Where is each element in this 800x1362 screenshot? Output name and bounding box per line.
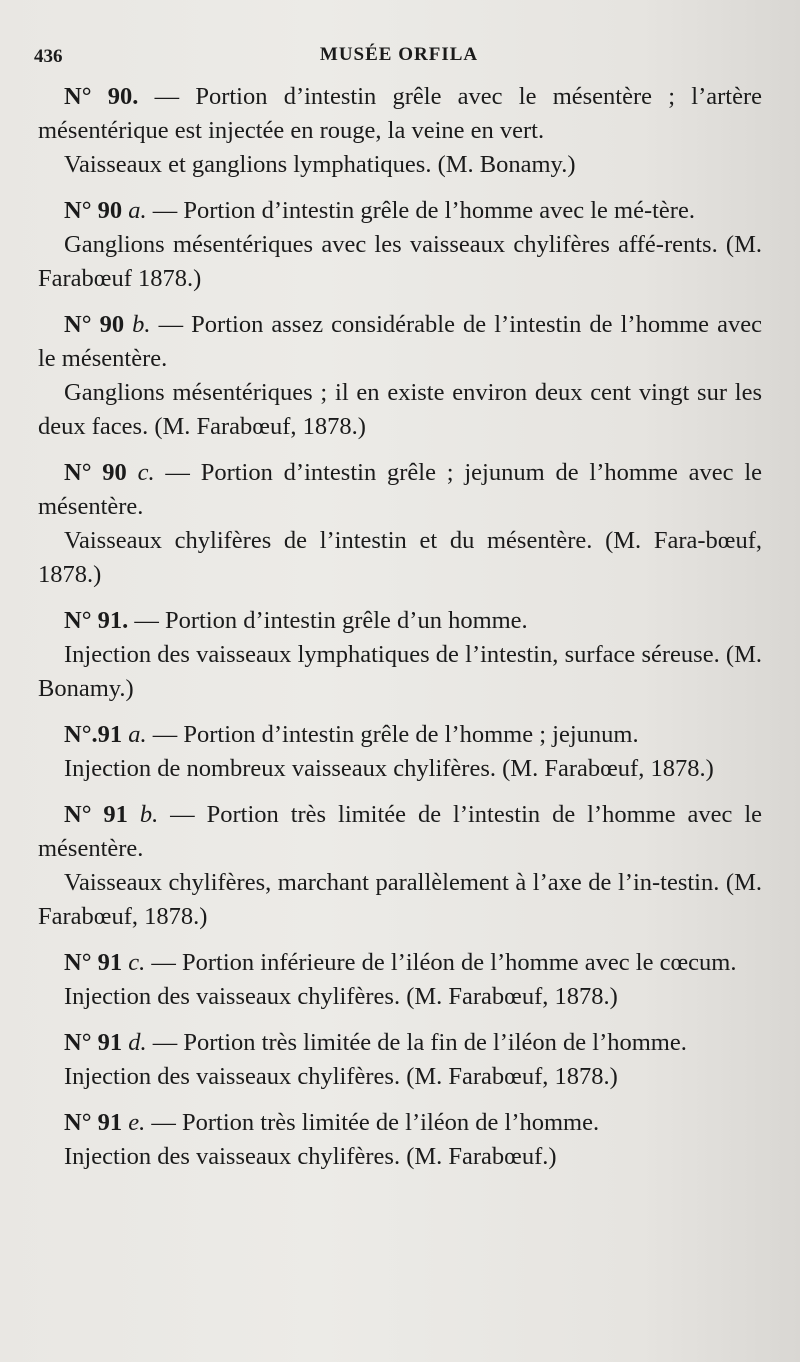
entry-title-paragraph	[38, 80, 762, 148]
entry-number: N° 91	[64, 1109, 123, 1136]
entry-title-paragraph	[38, 194, 762, 228]
entry-description: Ganglions mésentériques avec les vaisseaux chylifères affé-rents. (M. Farabœuf 1878.)	[38, 231, 762, 292]
entry-number: N° 90.	[64, 83, 139, 110]
entry-number: N° 91	[64, 1029, 123, 1056]
entry-title: — Portion d’intestin grêle avec le mésentère ; l’artère mésentérique est injectée en rouge, la veine en vert.	[38, 83, 762, 144]
catalog-entries	[38, 80, 762, 1186]
entry-title: — Portion très limitée de l’iléon de l’homme.	[145, 1109, 600, 1136]
entry-title: — Portion assez considérable de l’intestin de l’homme avec le mésentère.	[38, 311, 763, 372]
entry-title-paragraph	[38, 1106, 762, 1140]
entry-title-paragraph	[38, 718, 762, 752]
entry-description: Vaisseaux chylifères de l’intestin et du mésentère. (M. Fara-bœuf, 1878.)	[38, 527, 762, 588]
entry-letter: c.	[128, 949, 146, 976]
entry-title: — Portion très limitée de l’intestin de l’homme avec le mésentère.	[38, 801, 762, 862]
entry-title: — Portion d’intestin grêle ; jejunum de l’homme avec le mésentère.	[38, 459, 762, 520]
entry-title: — Portion d’intestin grêle de l’homme avec le mé-tère.	[146, 197, 695, 224]
entry-number: N° 90	[64, 459, 127, 486]
entry-letter: b.	[132, 311, 151, 338]
entry-title-paragraph	[38, 1026, 762, 1060]
entry-title-paragraph	[38, 604, 762, 638]
entry-description: Vaisseaux chylifères, marchant parallèlement à l’axe de l’in-testin. (M. Farabœuf, 1878.)	[38, 869, 762, 930]
entry-title-paragraph	[38, 456, 762, 524]
page-number: 436	[34, 46, 63, 67]
entry-title: — Portion inférieure de l’iléon de l’homme avec le cœcum.	[145, 949, 737, 976]
entry-number: N° 91.	[64, 607, 129, 634]
entry-description: Injection de nombreux vaisseaux chylifères. (M. Farabœuf, 1878.)	[64, 755, 714, 782]
entry-title: — Portion d’intestin grêle d’un homme.	[128, 607, 528, 634]
entry-title: — Portion d’intestin grêle de l’homme ; jejunum.	[146, 721, 639, 748]
entry-title-paragraph	[38, 308, 762, 376]
entry-description: Ganglions mésentériques ; il en existe environ deux cent vingt sur les deux faces. (M. Farabœuf, 1878.)	[38, 379, 762, 440]
catalog-entry	[38, 1026, 762, 1094]
entry-description: Injection des vaisseaux lymphatiques de l’intestin, surface séreuse. (M. Bonamy.)	[38, 641, 762, 702]
entry-number: N° 91	[64, 949, 123, 976]
entry-number: N° 91	[64, 801, 128, 828]
entry-letter: a.	[128, 197, 147, 224]
entry-number: N° 90	[64, 311, 125, 338]
entry-letter: d.	[128, 1029, 147, 1056]
catalog-entry	[38, 1106, 762, 1174]
entry-letter: e.	[128, 1109, 146, 1136]
entry-title-paragraph	[38, 798, 762, 866]
catalog-entry	[38, 308, 762, 444]
page-header	[34, 40, 764, 72]
entry-letter: a.	[128, 721, 147, 748]
catalog-entry	[38, 604, 762, 706]
entry-title-paragraph	[38, 946, 762, 980]
catalog-entry	[38, 456, 762, 592]
catalog-entry	[38, 718, 762, 786]
entry-description: Vaisseaux et ganglions lymphatiques. (M. Bonamy.)	[64, 151, 576, 178]
entry-description: Injection des vaisseaux chylifères. (M. Farabœuf.)	[64, 1143, 557, 1170]
catalog-entry	[38, 194, 762, 296]
entry-letter: c.	[137, 459, 155, 486]
catalog-entry	[38, 80, 762, 182]
entry-letter: b.	[139, 801, 159, 828]
entry-number: N°.91	[64, 721, 123, 748]
running-title: MUSÉE ORFILA	[319, 44, 479, 65]
catalog-entry	[38, 946, 762, 1014]
entry-description: Injection des vaisseaux chylifères. (M. Farabœuf, 1878.)	[64, 983, 618, 1010]
catalog-entry	[38, 798, 762, 934]
entry-number: N° 90	[64, 197, 123, 224]
entry-description: Injection des vaisseaux chylifères. (M. Farabœuf, 1878.)	[64, 1063, 618, 1090]
entry-title: — Portion très limitée de la fin de l’iléon de l’homme.	[146, 1029, 687, 1056]
